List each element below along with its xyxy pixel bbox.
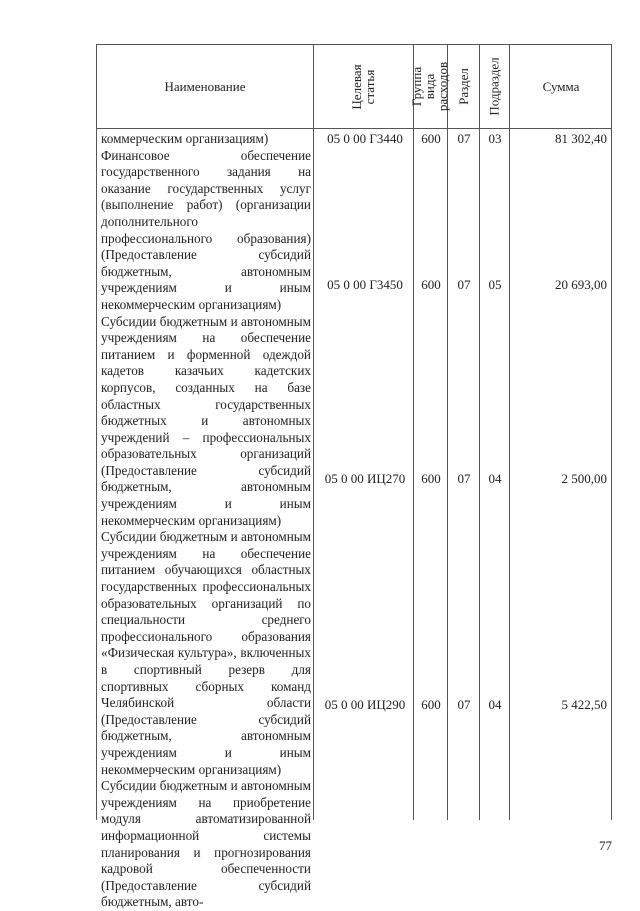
row-group: 600 — [421, 471, 441, 486]
row-code: 05 0 00 ИЦ270 — [324, 471, 406, 486]
row-sum: 5 422,50 — [561, 697, 607, 712]
row-section: 07 — [457, 277, 471, 292]
row-group: 600 — [421, 277, 441, 292]
name-paragraph: Субсидии бюджетным и автономным учреждениям на обеспечение питанием обучающихся областных государственных профессиональных образовательных организаций по специальности среднего профессионального образования «Физическая культура», включенных в спортивный резерв для спортивных сборных команд Челябинской области (Предоставление субсидий бюджетным, автономным учреждениям и иным некоммерческим организациям) — [101, 529, 311, 777]
header-group: Группа вида расходов — [409, 61, 451, 112]
column-divider — [447, 45, 448, 820]
page-number: 77 — [599, 838, 612, 853]
column-divider — [479, 45, 480, 820]
row-subsection: 04 — [488, 697, 502, 712]
row-subsection: 04 — [488, 471, 502, 486]
row-section: 07 — [457, 697, 471, 712]
header-section: Раздел — [455, 68, 471, 105]
header-name: Наименование — [164, 78, 246, 94]
header-subsection: Подраздел — [486, 57, 502, 116]
name-paragraph: коммерческим организациям) — [101, 131, 269, 146]
row-code: 05 0 00 Г3440 — [327, 131, 403, 146]
header-sum: Сумма — [542, 78, 580, 94]
name-paragraph: Субсидии бюджетным и автономным учреждениям на обеспечение питанием и форменной одеждой кадетов казачьих кадетских корпусов, созданных на базе областных государственных бюджетных и автономных учреждений – профессиональных образовательных организаций (Предоставление субсидий бюджетным, автономным учреждениям и иным некоммерческим организациям) — [101, 313, 311, 528]
row-sum: 20 693,00 — [555, 277, 607, 292]
column-divider — [313, 45, 314, 820]
row-sum: 81 302,40 — [555, 131, 607, 146]
header-code: Целевая статья — [349, 63, 377, 110]
row-sum: 2 500,00 — [561, 471, 607, 486]
row-section: 07 — [457, 131, 471, 146]
name-paragraph: Субсидии бюджетным и автономным учреждениям на приобретение модуля автоматизированной информационной системы планирования и прогнозирования кадровой обеспеченности (Предоставление субсидий бюджетным, авто- — [101, 778, 311, 910]
column-divider — [413, 45, 414, 820]
header-divider — [97, 128, 611, 129]
row-subsection: 05 — [488, 277, 502, 292]
row-section: 07 — [457, 471, 471, 486]
row-subsection: 03 — [488, 131, 502, 146]
column-divider — [509, 45, 510, 820]
row-code: 05 0 00 ИЦ290 — [324, 697, 406, 712]
name-paragraph: Финансовое обеспечение государственного задания на оказание государственных услуг (выполнение работ) (организации дополнительного профессионального образования) (Предоставление субсидий бюджетным, автономным учреждениям и иным некоммерческим организациям) — [101, 147, 311, 312]
row-group: 600 — [421, 131, 441, 146]
row-code: 05 0 00 Г3450 — [327, 277, 403, 292]
row-group: 600 — [421, 697, 441, 712]
name-column — [101, 131, 311, 911]
